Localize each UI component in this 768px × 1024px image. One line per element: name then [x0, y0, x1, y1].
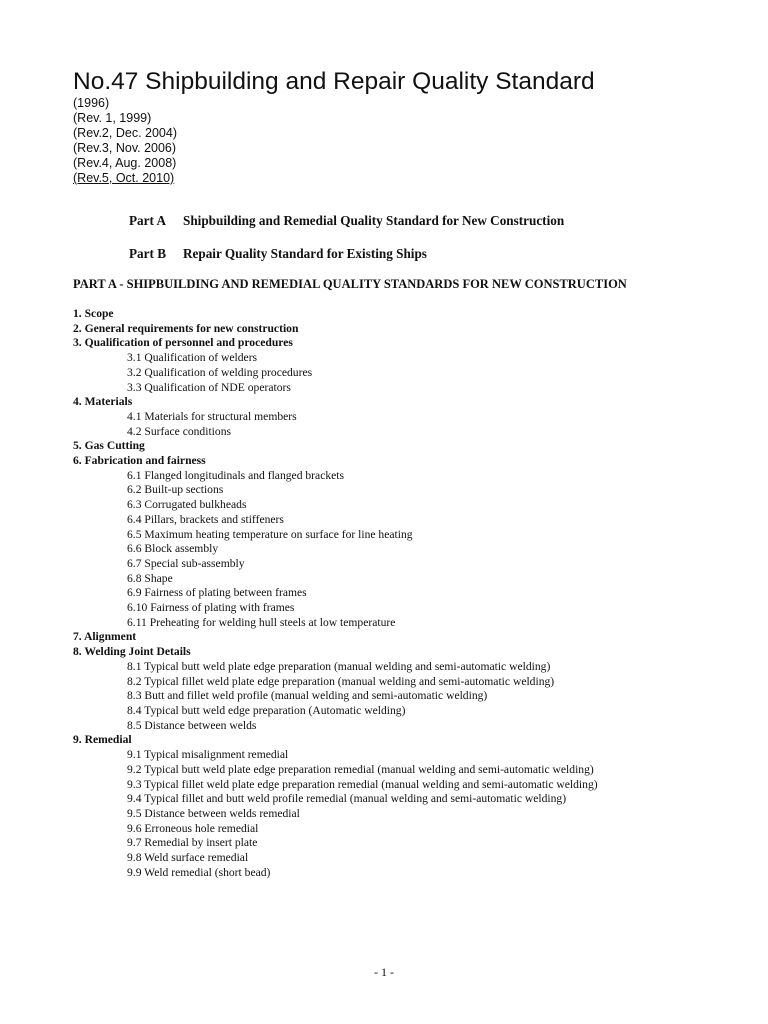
- toc-subsection-item: 6.11 Preheating for welding hull steels at low temperature: [127, 615, 396, 629]
- toc-section-title: 4. Materials: [73, 395, 133, 409]
- toc-subsection-item: 9.1 Typical misalignment remedial: [127, 748, 289, 762]
- revision-history: [73, 96, 177, 186]
- revision-line-latest-text: (Rev.5, Oct. 2010): [73, 171, 175, 185]
- toc-subsection-item: 6.3 Corrugated bulkheads: [127, 498, 247, 512]
- toc-subsection-item: 9.7 Remedial by insert plate: [127, 836, 258, 850]
- part-b-label: Part B: [129, 246, 166, 261]
- toc-subsection-item: 9.8 Weld surface remedial: [127, 851, 249, 865]
- page-number: - 1 -: [374, 965, 394, 979]
- revision-line: (Rev.2, Dec. 2004): [73, 126, 177, 140]
- toc-subsection-item: 3.3 Qualification of NDE operators: [127, 380, 291, 394]
- toc-section-title: 9. Remedial: [73, 733, 132, 747]
- toc-section-title: 1. Scope: [73, 307, 114, 320]
- toc-section-title: 7. Alignment: [73, 630, 137, 644]
- toc-section-title: 2. General requirements for new construction: [73, 321, 299, 335]
- part-b-text: Repair Quality Standard for Existing Ships: [183, 246, 427, 261]
- toc-subsection-item: 8.5 Distance between welds: [127, 718, 257, 732]
- toc-subsection-item: 6.2 Built-up sections: [127, 483, 224, 497]
- toc-subsection-item: 8.1 Typical butt weld plate edge preparation (manual welding and semi-automatic welding): [127, 659, 551, 673]
- toc-subsection-item: 9.5 Distance between welds remedial: [127, 806, 300, 820]
- revision-line-latest: [73, 171, 177, 186]
- toc-subsection-item: 4.2 Surface conditions: [127, 424, 231, 438]
- toc-subsection-item: 9.3 Typical fillet weld plate edge preparation remedial (manual welding and semi-automatic welding): [127, 777, 598, 791]
- toc-subsection-item: 6.8 Shape: [127, 571, 173, 585]
- toc-subsection-item: 8.2 Typical fillet weld plate edge preparation (manual welding and semi-automatic welding): [127, 674, 555, 688]
- part-a-label: Part A: [129, 213, 166, 228]
- toc-subsection-item: 3.2 Qualification of welding procedures: [127, 365, 313, 379]
- toc-subsection-item: 6.5 Maximum heating temperature on surface for line heating: [127, 527, 413, 541]
- toc-subsection-item: 6.6 Block assembly: [127, 542, 219, 556]
- toc-subsection-item: 8.3 Butt and fillet weld profile (manual welding and semi-automatic welding): [127, 689, 488, 703]
- toc-subsection-item: 6.1 Flanged longitudinals and flanged brackets: [127, 468, 345, 482]
- part-b: [129, 246, 564, 279]
- toc-subsection-item: 6.4 Pillars, brackets and stiffeners: [127, 512, 284, 526]
- part-a-heading: PART A - SHIPBUILDING AND REMEDIAL QUALITY STANDARDS FOR NEW CONSTRUCTION: [73, 277, 627, 291]
- revision-line: (Rev.4, Aug. 2008): [73, 156, 177, 170]
- toc-subsection-item: 9.2 Typical butt weld plate edge preparation remedial (manual welding and semi-automatic welding): [127, 762, 594, 776]
- toc-subsection-item: 9.4 Typical fillet and butt weld profile remedial (manual welding and semi-automatic welding): [127, 792, 567, 806]
- toc-subsection-item: 6.9 Fairness of plating between frames: [127, 586, 307, 600]
- part-a-text: Shipbuilding and Remedial Quality Standard for New Construction: [183, 213, 565, 228]
- toc-section-title: 8. Welding Joint Details: [73, 645, 191, 659]
- toc-subsection-item: 3.1 Qualification of welders: [127, 351, 258, 365]
- toc-section-title: 6. Fabrication and fairness: [73, 454, 206, 468]
- document-title: No.47 Shipbuilding and Repair Quality Standard: [73, 68, 595, 95]
- revision-line: (Rev.3, Nov. 2006): [73, 141, 177, 155]
- table-of-contents: [73, 307, 598, 880]
- toc-section-title: 5. Gas Cutting: [73, 439, 145, 453]
- toc-subsection-item: 9.9 Weld remedial (short bead): [127, 865, 271, 879]
- revision-line: (Rev. 1, 1999): [73, 111, 152, 125]
- toc-subsection-item: 9.6 Erroneous hole remedial: [127, 821, 259, 835]
- toc-subsection-item: 6.7 Special sub-assembly: [127, 556, 245, 570]
- toc-subsection-item: 8.4 Typical butt weld edge preparation (Automatic welding): [127, 703, 406, 717]
- revision-line: (1996): [73, 96, 110, 110]
- toc-subsection-item: 6.10 Fairness of plating with frames: [127, 601, 295, 615]
- parts-list: [129, 213, 564, 279]
- toc-section-title: 3. Qualification of personnel and procedures: [73, 336, 293, 350]
- toc-subsection-item: 4.1 Materials for structural members: [127, 409, 297, 423]
- part-a: [129, 213, 564, 246]
